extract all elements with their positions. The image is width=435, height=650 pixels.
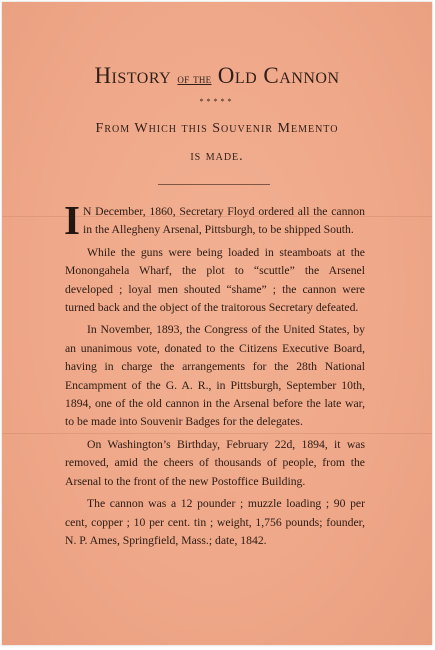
paragraph-5: The cannon was a 12 pounder ; muzzle loading ; 90 per cent, copper ; 10 per cent. tin ; weight, 1,756 pounds; founder, N. P. Ames, Springfield, Mass.; date, 1842. xyxy=(65,497,365,547)
title-end: Old Cannon xyxy=(217,63,340,88)
body-text xyxy=(64,197,365,554)
document-title xyxy=(2,63,432,89)
paragraph-3: In November, 1893, the Congress of the United States, by an unanimous vote, donated to the Citizens Executive Board, having in charge the arrangements for the 28th National Encampment of the G. A. R., in Pittsburgh, September 10th, 1894, one of the old cannon in the Arsenal before the late war, to be made into Souvenir Badges for the delegates. xyxy=(65,323,365,429)
star-divider: ***** xyxy=(199,97,235,106)
title-start: History xyxy=(94,63,172,88)
title-mid: of the xyxy=(177,71,212,86)
paragraph-1-text: N December, 1860, Secretary Floyd ordered all the cannon in the Allegheny Arsenal, Pittsburgh, to be shipped South. xyxy=(82,205,365,237)
paragraph-2: While the guns were being loaded in steamboats at the Monongahela Wharf, the plot to “scuttle” the Arsenel developed ; loyal men shouted “shame” ; the cannon were turned back and the object of the traitorous Secretary defeated. xyxy=(65,245,365,315)
subtitle-line-2: is made. xyxy=(190,149,244,164)
paragraph-1 xyxy=(64,197,365,243)
separator-rule xyxy=(158,184,270,185)
subtitle-line-1: From Which this Souvenir Memento xyxy=(95,121,339,136)
drop-cap: I xyxy=(64,197,80,243)
souvenir-sheet xyxy=(2,2,432,645)
paragraph-4: On Washington’s Birthday, February 22d, 1894, it was removed, amid the cheers of thousands of people, from the Arsenal to the front of the new Postoffice Building. xyxy=(65,437,365,488)
